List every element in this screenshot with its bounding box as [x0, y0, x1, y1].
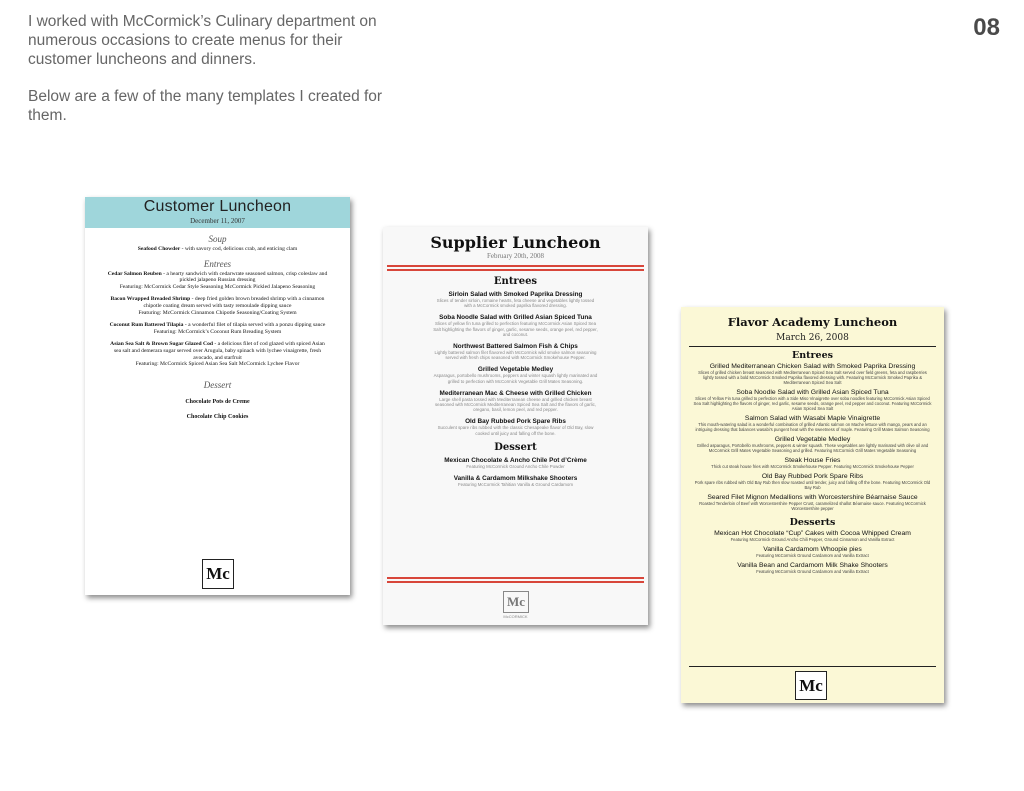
entree-note: Featuring: McCormick’s Coconut Rum Breading System: [153, 328, 282, 335]
entree-name: Bacon Wrapped Breaded Shrimp: [110, 296, 191, 303]
divider-line: [689, 666, 936, 667]
dessert-item: Chocolate Chip Cookies: [186, 413, 249, 420]
page-number: 08: [973, 14, 1000, 41]
divider-line: [387, 581, 644, 583]
entree-desc: Slices of Yellow Fin tuna grilled to perfection with a Side Miso Vinaigrette over soba noodles featuring McCormick Asian Spiced Sea Salt highlighting the flavors of ginger, red garlic, sesame seeds, orange peel, red pepper and coconut. Featuring McCormick Asian Spiced Sea Salt: [693, 396, 932, 411]
entree-note: Featuring: McCormick Spiced Asian Sea Salt McCormick Lychee Flavor: [135, 361, 300, 368]
entree-name: Salmon Salad with Wasabi Maple Vinaigrette: [744, 415, 881, 422]
dessert-item: Chocolate Pots de Creme: [185, 398, 250, 405]
menu-customer-luncheon: [85, 197, 350, 595]
entree-name: Soba Noodle Salad with Grilled Asian Spiced Tuna: [439, 314, 592, 322]
entree-desc: - deep fried golden brown breaded shrimp with a cinnamon chipotle coating dream served with tasty remoulade dipping sauce: [143, 296, 325, 309]
entree-desc: Large shell pasta tossed with Mediterranean cheese and grilled chicken breast seasoned with McCormick Mediterranean Spiced Sea Salt and the flavors of garlic, oregano, basil, lemon peel, and red pepper.: [434, 396, 597, 413]
dessert-name: Mexican Chocolate & Ancho Chile Pot d’Crème: [444, 456, 587, 464]
section-heading-soup: Soup: [208, 234, 227, 244]
entree-name: Grilled Mediterranean Chicken Salad with Smoked Paprika Dressing: [709, 363, 916, 370]
menu-supplier-luncheon: [383, 227, 648, 625]
menu-title: Flavor Academy Luncheon: [727, 315, 898, 329]
entree-name: Steak House Fries: [784, 457, 841, 464]
dessert-desc: Featuring McCormick Ground Cardamom and Vanilla Extract: [756, 553, 869, 558]
dessert-desc: Featuring McCormick Tahitian Vanilla & Ground Cardamom: [457, 482, 573, 488]
divider-line: [387, 269, 644, 271]
section-heading-desserts: Desserts: [789, 517, 836, 528]
menu-flavor-academy-luncheon: [681, 307, 944, 703]
section-heading-entrees: Entrees: [203, 258, 232, 269]
entree-name: Sirloin Salad with Smoked Paprika Dressing: [448, 291, 583, 298]
entree-note: Featuring: McCormick Cinnamon Chipotle Seasoning/Coating System: [138, 309, 297, 316]
entree-name: Soba Noodle Salad with Grilled Asian Spiced Tuna: [736, 389, 889, 396]
entree-name: Old Bay Rubbed Pork Spare Ribs: [465, 418, 566, 426]
entree-item: [85, 322, 350, 335]
bottom-divider: [383, 577, 648, 583]
intro-paragraph-2: Below are a few of the many templates I created for them.: [28, 88, 383, 124]
entree-desc: - a wonderful filet of tilapia served with a ponzu dipping sauce: [183, 322, 326, 329]
section-heading-entrees: Entrees: [792, 350, 833, 361]
entree-desc: Lightly battered salmon filet flavored with McCormick wild smoke salmon seasoning served with fresh chips seasoned with McCormick Smokehouse Pepper.: [434, 350, 597, 361]
entree-desc: Slices of tender sirloin, romaine hearts, feta cheese and vegetables lightly tossed with a McCormick smoked paprika flavored dressing.: [436, 298, 595, 309]
entree-name: Cedar Salmon Reuben: [107, 270, 162, 277]
mccormick-logo-icon: Mc: [795, 671, 827, 700]
mccormick-logo-icon: Mc: [503, 591, 529, 613]
entree-name: Asian Sea Salt & Brown Sugar Glazed Cod: [110, 341, 213, 348]
entree-note: Featuring: McCormick Cedar Style Seasoning McCormick Pickled Jalapeno Seasoning: [119, 283, 316, 290]
menu-date: March 26, 2008: [776, 333, 849, 343]
entree-desc: Thick cut steak house fries with McCormick Smokehouse Pepper. Featuring McCormick Smokehouse Pepper: [711, 464, 914, 469]
logo-caption: McCORMICK: [503, 614, 528, 619]
section-heading-dessert: Dessert: [494, 441, 537, 453]
entree-name: Northwest Battered Salmon Fish & Chips: [453, 343, 578, 351]
entree-item: [85, 341, 350, 367]
entree-item: [85, 271, 350, 291]
entree-name: Coconut Rum Battered Tilapia: [109, 322, 184, 329]
entree-desc: Asparagus, portobello mushrooms, peppers and winter squash lightly marinated and grilled to perfection with McCormick Vegetable Grill Mates Seasoning.: [433, 373, 598, 384]
entree-name: Old Bay Rubbed Pork Spare Ribs: [761, 473, 864, 480]
dessert-name: Vanilla Bean and Cardamom Milk Shake Shooters: [737, 562, 888, 569]
entree-name: Mediterranean Mac & Cheese with Grilled Chicken: [439, 389, 592, 397]
entree-desc: Pork spare ribs rubbed with Old Bay Rub then slow roasted until tender, juicy and falling off the bone. Featuring McCormick Old Bay Rub: [694, 480, 931, 490]
menu-date: February 20th, 2008: [487, 252, 544, 260]
entree-desc: Roasted Tenderloin of Beef with Worcestershire Pepper Crust, caramelized shallot Béarnaise sauce. Featuring McCormick Worcestershire pepper: [699, 501, 926, 511]
soup-desc: - with savory cod, delicious crab, and enticing clam: [180, 246, 298, 252]
soup-name: Seafood Chowder: [137, 246, 181, 252]
entree-desc: - a delicious filet of cod glazed with spiced Asian sea salt and demerara sugar served over Arugula, baby spinach with lychee vinaigrette, fresh avocado, and starfruit: [113, 341, 325, 361]
entree-name: Seared Filet Mignon Medallions with Worcestershire Béarnaise Sauce: [707, 494, 918, 501]
dessert-desc: Featuring McCormick Ground Ancho Chili Pepper, Ground Cinnamon and Vanilla Extract: [730, 537, 895, 542]
menu-title: Supplier Luncheon: [430, 233, 601, 252]
section-heading-dessert: Dessert: [203, 379, 232, 390]
divider-line: [689, 346, 936, 347]
menu-title: Customer Luncheon: [143, 198, 292, 215]
section-heading-entrees: Entrees: [493, 276, 538, 287]
entree-item: [85, 296, 350, 316]
entree-desc: - a hearty sandwich with cedarwrate seasoned salmon, crisp coleslaw and pickled jalapeno Russian dressing: [161, 270, 328, 284]
dessert-name: Vanilla Cardamom Whoopie pies: [763, 546, 862, 553]
entree-name: Grilled Vegetable Medley: [477, 366, 554, 374]
soup-item: [85, 246, 350, 253]
dessert-name: Vanilla & Cardamom Milkshake Shooters: [453, 475, 578, 483]
mccormick-logo-icon: Mc: [202, 559, 234, 589]
menu-header: [85, 197, 350, 228]
entree-desc: Grilled asparagus, Portobello mushrooms, peppers & winter squash. These vegetables are lightly marinated with olive oil and McCormick Grill Mates Vegetable Seasoning and grilled. Featuring McCormick Grill Mates Vegetable Seasoning: [696, 443, 929, 453]
entree-desc: Slices of grilled chicken breast seasoned with Mediterranean Spiced Sea Salt served over field greens, feta and raspberries lightly tossed with a bold McCormick Smoked Paprika flavored dressing with. Featuring McCormick Smoked Paprika & Mediterranean Spiced Sea Salt: [698, 370, 927, 385]
dessert-desc: Featuring McCormick Ground Ancho Chile Powder: [466, 463, 565, 469]
top-divider: [383, 265, 648, 271]
entree-name: Grilled Vegetable Medley: [774, 436, 851, 443]
entree-desc: This mouth-watering salad is a wonderful combination of grilled Atlantic salmon on Mache lettuce with mango, pears and an intriguing dressing that balances wasabi’s pungent heat with the sweetness of maple. Featuring Grill Mates Salmon Seasoning: [695, 422, 930, 432]
entree-desc: Slices of yellow fin tuna grilled to perfection featuring McCormick Asian Spiced Sea Salt highlighting the flavors of ginger, garlic, sesame seeds, orange peel, red pepper, and coconut.: [433, 321, 598, 337]
entree-desc: Succulent spare ribs rubbed with the classic Chesapeake flavor of Old Bay, slow cooked until juicy and falling off the bone.: [437, 425, 594, 436]
dessert-name: Mexican Hot Chocolate “Cup” Cakes with Cocoa Whipped Cream: [714, 530, 911, 537]
menu-date: December 11, 2007: [190, 217, 245, 225]
dessert-desc: Featuring McCormick Ground Cardamom and Vanilla Extract: [756, 569, 869, 574]
intro-text: [28, 12, 388, 143]
intro-paragraph-1: I worked with McCormick’s Culinary department on numerous occasions to create menus for their customer luncheons and dinners.: [28, 13, 377, 68]
